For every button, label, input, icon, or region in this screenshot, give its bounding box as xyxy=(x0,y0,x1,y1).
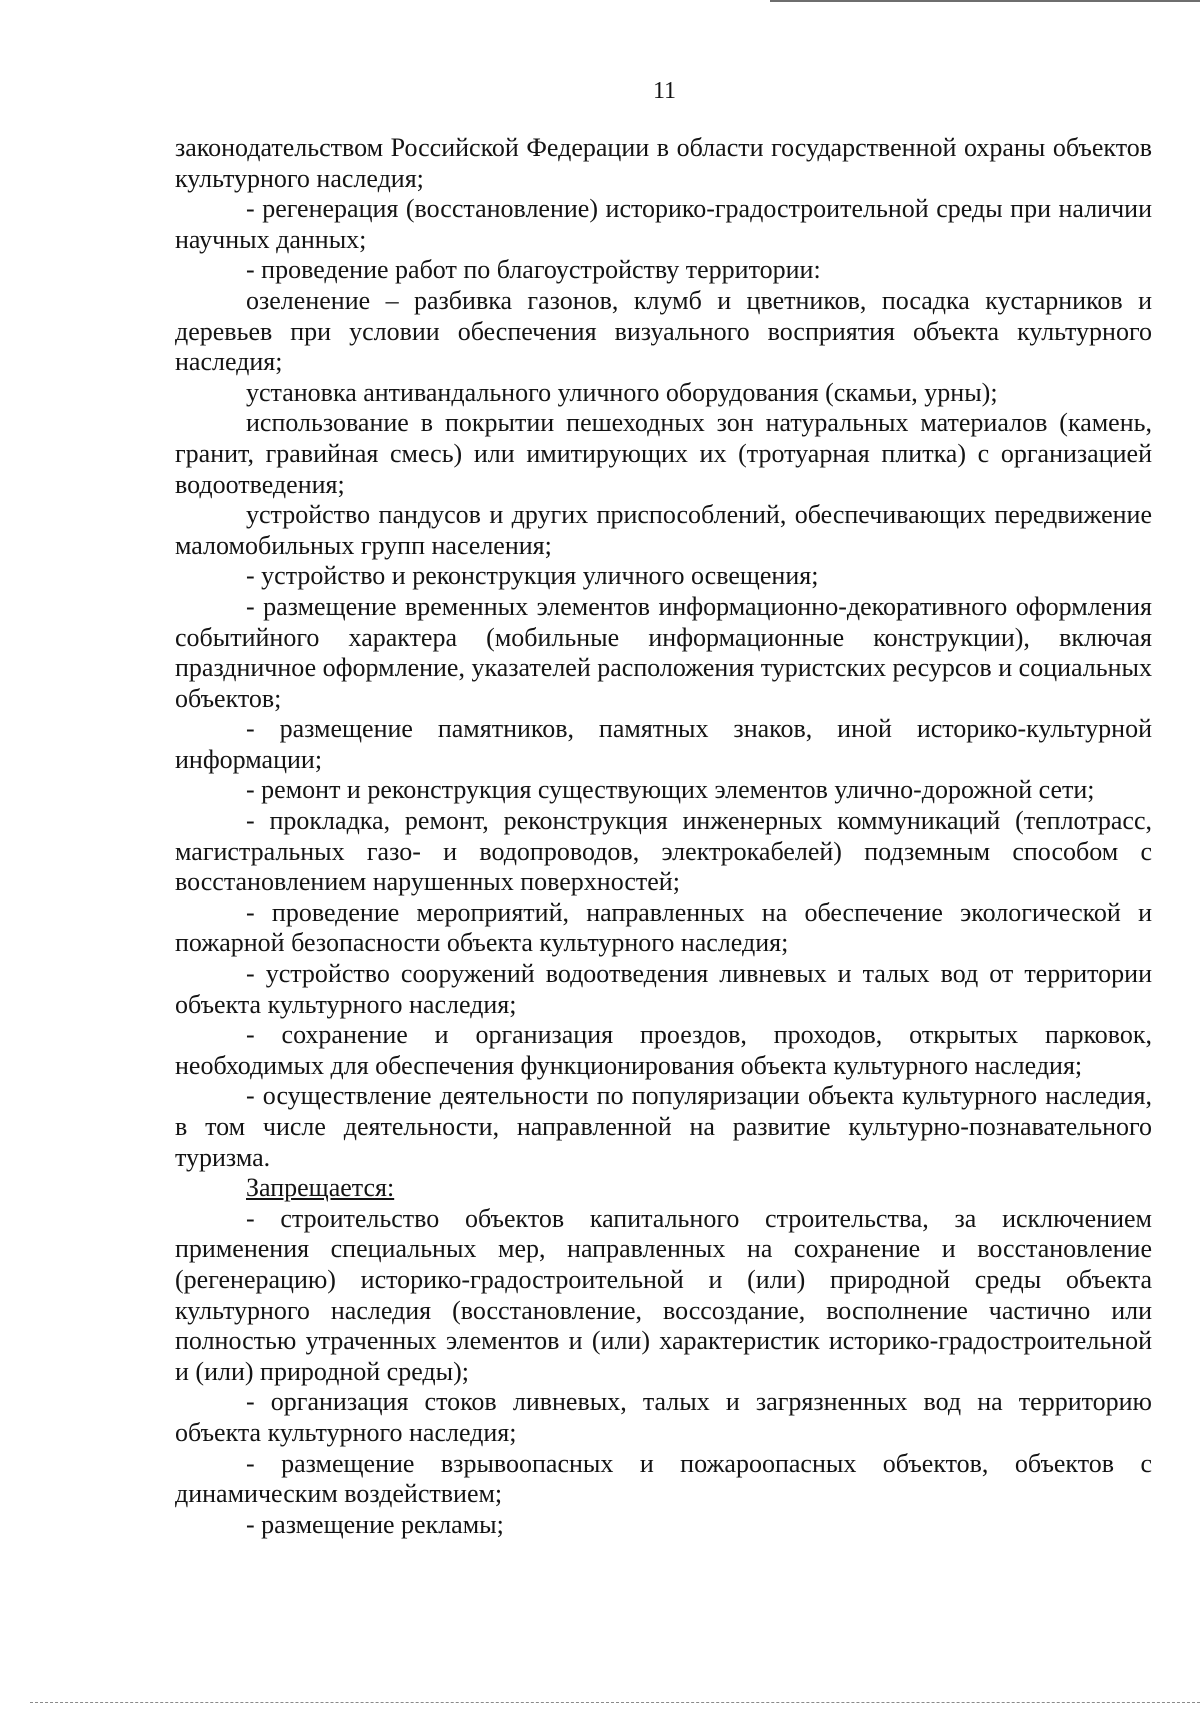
prohibited-item-runoff: - организация стоков ливневых, талых и загрязненных вод на территорию объекта культурного наследия; xyxy=(175,1387,1152,1447)
list-item-street-lighting: - устройство и реконструкция уличного освещения; xyxy=(246,561,819,591)
top-scan-edge-line xyxy=(770,0,1200,2)
paragraph-continuation: законодательством Российской Федерации в области государственной охраны объектов культурного наследия; xyxy=(175,133,1152,193)
list-item-landscaping-works: - проведение работ по благоустройству территории: xyxy=(246,255,821,285)
list-item-safety-measures: - проведение мероприятий, направленных на обеспечение экологической и пожарной безопасности объекта культурного наследия; xyxy=(175,897,1152,958)
prohibited-label: Запрещается: xyxy=(246,1173,395,1203)
list-item-popularization: - осуществление деятельности по популяризации объекта культурного наследия, в том числе деятельности, направленной на развитие культурно-познавательного туризма. xyxy=(175,1081,1152,1172)
prohibited-item-construction: - строительство объектов капитального строительства, за исключением применения специальных мер, направленных на сохранение и восстановление (регенерацию) историко-градостроительной и (или) природной среды объекта культурного наследия (восстановление, воссоздание, восполнение частично или полностью утраченных элементов и (или) характеристик историко-градостроительной и (или) природной среды); xyxy=(175,1203,1152,1386)
list-item-monuments: - размещение памятников, памятных знаков, иной историко-культурной информации; xyxy=(175,714,1152,774)
list-item-parking: - сохранение и организация проездов, проходов, открытых парковок, необходимых для обеспечения функционирования объекта культурного наследия; xyxy=(175,1020,1152,1080)
bottom-scan-edge-line xyxy=(30,1702,1200,1704)
sub-item-street-furniture: установка антивандального уличного оборудования (скамьи, урны); xyxy=(246,377,998,407)
page-number: 11 xyxy=(652,78,677,104)
sub-item-ramps: устройство пандусов и других приспособлений, обеспечивающих передвижение маломобильных групп населения; xyxy=(175,500,1152,560)
sub-item-pedestrian-paving: использование в покрытии пешеходных зон натуральных материалов (камень, гранит, гравийная смесь) или имитирующих их (тротуарная плитка) с организацией водоотведения; xyxy=(175,408,1152,499)
prohibited-item-hazardous-objects: - размещение взрывоопасных и пожароопасных объектов, объектов с динамическим воздействием; xyxy=(175,1448,1152,1509)
list-item-regeneration: - регенерация (восстановление) историко-градостроительной среды при наличии научных данных; xyxy=(175,194,1152,254)
section-heading-prohibited xyxy=(175,1173,1152,1204)
document-body xyxy=(175,133,1152,1540)
prohibited-item-advertising: - размещение рекламы; xyxy=(246,1509,504,1539)
list-item-temporary-decor: - размещение временных элементов информационно-декоративного оформления событийного характера (мобильные информационные конструкции), включая праздничное оформление, указателей расположения туристских ресурсов и социальных объектов; xyxy=(175,591,1152,713)
list-item-drainage: - устройство сооружений водоотведения ливневых и талых вод от территории объекта культурного наследия; xyxy=(175,959,1152,1019)
sub-item-greening: озеленение – разбивка газонов, клумб и цветников, посадка кустарников и деревьев при условии обеспечения визуального восприятия объекта культурного наследия; xyxy=(175,285,1152,377)
list-item-utilities: - прокладка, ремонт, реконструкция инженерных коммуникаций (теплотрасс, магистральных газо- и водопроводов, электрокабелей) подземным способом с восстановлением нарушенных поверхностей; xyxy=(175,806,1152,897)
list-item-road-repair: - ремонт и реконструкция существующих элементов улично-дорожной сети; xyxy=(246,775,1095,805)
